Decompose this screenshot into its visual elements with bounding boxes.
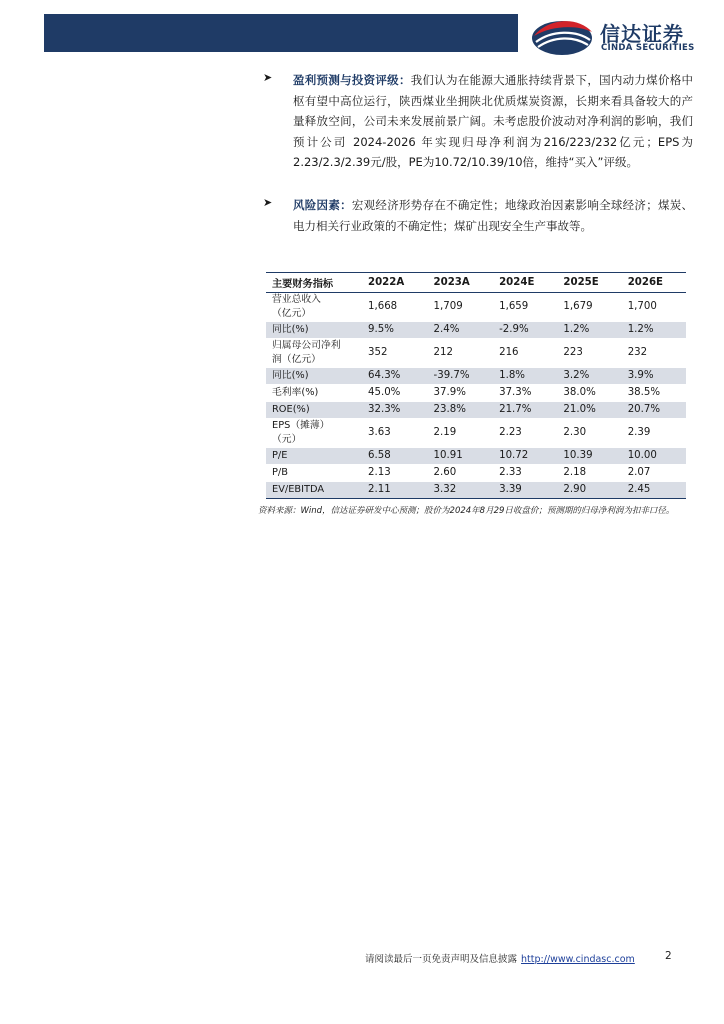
table-cell: 10.72 [493, 448, 557, 465]
table-cell: 2.60 [428, 465, 494, 482]
table-cell: 1,679 [557, 293, 621, 322]
row-label-line: P/B [272, 467, 288, 478]
table-cell: 23.8% [428, 402, 494, 419]
row-label-line: （亿元） [272, 308, 312, 319]
bullet-body: 宏观经济形势存在不确定性；地缘政治因素影响全球经济；煤炭、电力相关行业政策的不确定性；煤矿出现安全生产事故等。 [293, 198, 694, 233]
table-cell: 2.11 [362, 482, 428, 499]
table-header-cell: 2022A [362, 273, 428, 293]
table-cell: 3.2% [557, 368, 621, 385]
footer-website-link[interactable]: http://www.cindasc.com [521, 954, 635, 965]
table-cell: 37.9% [428, 385, 494, 402]
row-label [266, 322, 362, 339]
table-cell: 3.63 [362, 419, 428, 448]
table-cell: 216 [493, 339, 557, 368]
bullet-body: 我们认为在能源大通胀持续背景下，国内动力煤价格中枢有望中高位运行，陕西煤业坐拥陕北优质煤炭资源，长期来看具备较大的产量释放空间，公司未来发展前景广阔。未考虑股价波动对净利润的影响，我们预计公司 2024-2026 年实现归母净利润为216/223/232亿元；EPS为2.23/2.3/2.39元/股，PE为10.72/10.39/10倍，维持“买入”评级。 [293, 73, 694, 170]
table-header-cell: 主要财务指标 [266, 273, 362, 293]
table-cell: 3.39 [493, 482, 557, 499]
table-header-cell: 2026E [622, 273, 686, 293]
table-cell: 9.5% [362, 322, 428, 339]
table-cell: 2.18 [557, 465, 621, 482]
table-cell: 32.3% [362, 402, 428, 419]
table-cell: -39.7% [428, 368, 494, 385]
footer-disclaimer-text: 请阅读最后一页免责声明及信息披露 [365, 954, 518, 965]
table-cell: 21.7% [493, 402, 557, 419]
table-cell: 10.00 [622, 448, 686, 465]
table-cell: 37.3% [493, 385, 557, 402]
table-cell: 2.45 [622, 482, 686, 499]
row-label-line: P/E [272, 450, 288, 461]
row-label-line: 营业总收入 [272, 294, 321, 305]
table-cell: 212 [428, 339, 494, 368]
table-cell: 45.0% [362, 385, 428, 402]
financial-indicators-table [266, 272, 686, 499]
row-label-line: （元） [272, 434, 302, 445]
table-cell: 2.33 [493, 465, 557, 482]
table-cell: 2.90 [557, 482, 621, 499]
row-label [266, 448, 362, 465]
header-band [44, 14, 518, 52]
table-cell: 1,709 [428, 293, 494, 322]
table-row [266, 368, 686, 385]
table-cell: 1,700 [622, 293, 686, 322]
bullet-title: 风险因素： [293, 198, 352, 212]
table-cell: 2.19 [428, 419, 494, 448]
table-cell: 2.30 [557, 419, 621, 448]
footer-disclaimer [365, 951, 635, 965]
table-cell: 2.4% [428, 322, 494, 339]
row-label-line: 润（亿元） [272, 354, 321, 365]
brand-logo [530, 14, 710, 58]
table-cell: 1,659 [493, 293, 557, 322]
row-label-line: 同比(%) [272, 324, 309, 335]
table-cell: 2.13 [362, 465, 428, 482]
row-label-line: ROE(%) [272, 404, 310, 415]
table-cell: 21.0% [557, 402, 621, 419]
table-cell: 1.8% [493, 368, 557, 385]
table-row [266, 402, 686, 419]
row-label [266, 385, 362, 402]
table-cell: 232 [622, 339, 686, 368]
table-body [266, 293, 686, 499]
table-cell: 1,668 [362, 293, 428, 322]
table-cell: 2.07 [622, 465, 686, 482]
row-label-line: EPS（摊薄） [272, 420, 330, 431]
table-cell: 2.39 [622, 419, 686, 448]
table-cell: 6.58 [362, 448, 428, 465]
row-label [266, 419, 362, 448]
row-label-line: 同比(%) [272, 370, 309, 381]
row-label [266, 368, 362, 385]
table-row [266, 448, 686, 465]
table-cell: 20.7% [622, 402, 686, 419]
bullet-risk-factors [263, 195, 693, 236]
table-cell: 10.91 [428, 448, 494, 465]
brand-name-en: CINDA SECURITIES [601, 43, 695, 53]
page-number: 2 [665, 950, 672, 962]
table-row [266, 339, 686, 368]
row-label [266, 402, 362, 419]
row-label [266, 293, 362, 322]
table-cell: 64.3% [362, 368, 428, 385]
row-label-line: 毛利率(%) [272, 387, 319, 398]
table-header-cell: 2025E [557, 273, 621, 293]
brand-name-cn: 信达证券 [600, 22, 684, 46]
row-label [266, 482, 362, 499]
table-header-cell: 2024E [493, 273, 557, 293]
row-label-line: EV/EBITDA [272, 484, 325, 495]
table-cell: 1.2% [622, 322, 686, 339]
table-cell: -2.9% [493, 322, 557, 339]
table-header-cell: 2023A [428, 273, 494, 293]
table-cell: 352 [362, 339, 428, 368]
table-cell: 223 [557, 339, 621, 368]
bullet-arrow-icon: ➤ [263, 196, 273, 209]
table-row [266, 293, 686, 322]
table-cell: 38.5% [622, 385, 686, 402]
table-header-row [266, 273, 686, 293]
bullet-earnings-forecast [263, 70, 693, 173]
bullet-arrow-icon: ➤ [263, 71, 273, 84]
table-cell: 38.0% [557, 385, 621, 402]
table-row [266, 482, 686, 499]
table-row [266, 385, 686, 402]
table-cell: 3.32 [428, 482, 494, 499]
row-label [266, 465, 362, 482]
table-cell: 1.2% [557, 322, 621, 339]
source-note: 资料来源：Wind，信达证券研发中心预测；股价为2024年8月29日收盘价；预测期的归母净利润为扣非口径。 [258, 506, 675, 516]
table-row [266, 465, 686, 482]
table-cell: 3.9% [622, 368, 686, 385]
table-row [266, 322, 686, 339]
table-row [266, 419, 686, 448]
table-cell: 2.23 [493, 419, 557, 448]
row-label-line: 归属母公司净利 [272, 340, 341, 351]
logo-mark-icon [530, 14, 594, 58]
bullet-title: 盈利预测与投资评级： [293, 73, 411, 87]
table-cell: 10.39 [557, 448, 621, 465]
row-label [266, 339, 362, 368]
